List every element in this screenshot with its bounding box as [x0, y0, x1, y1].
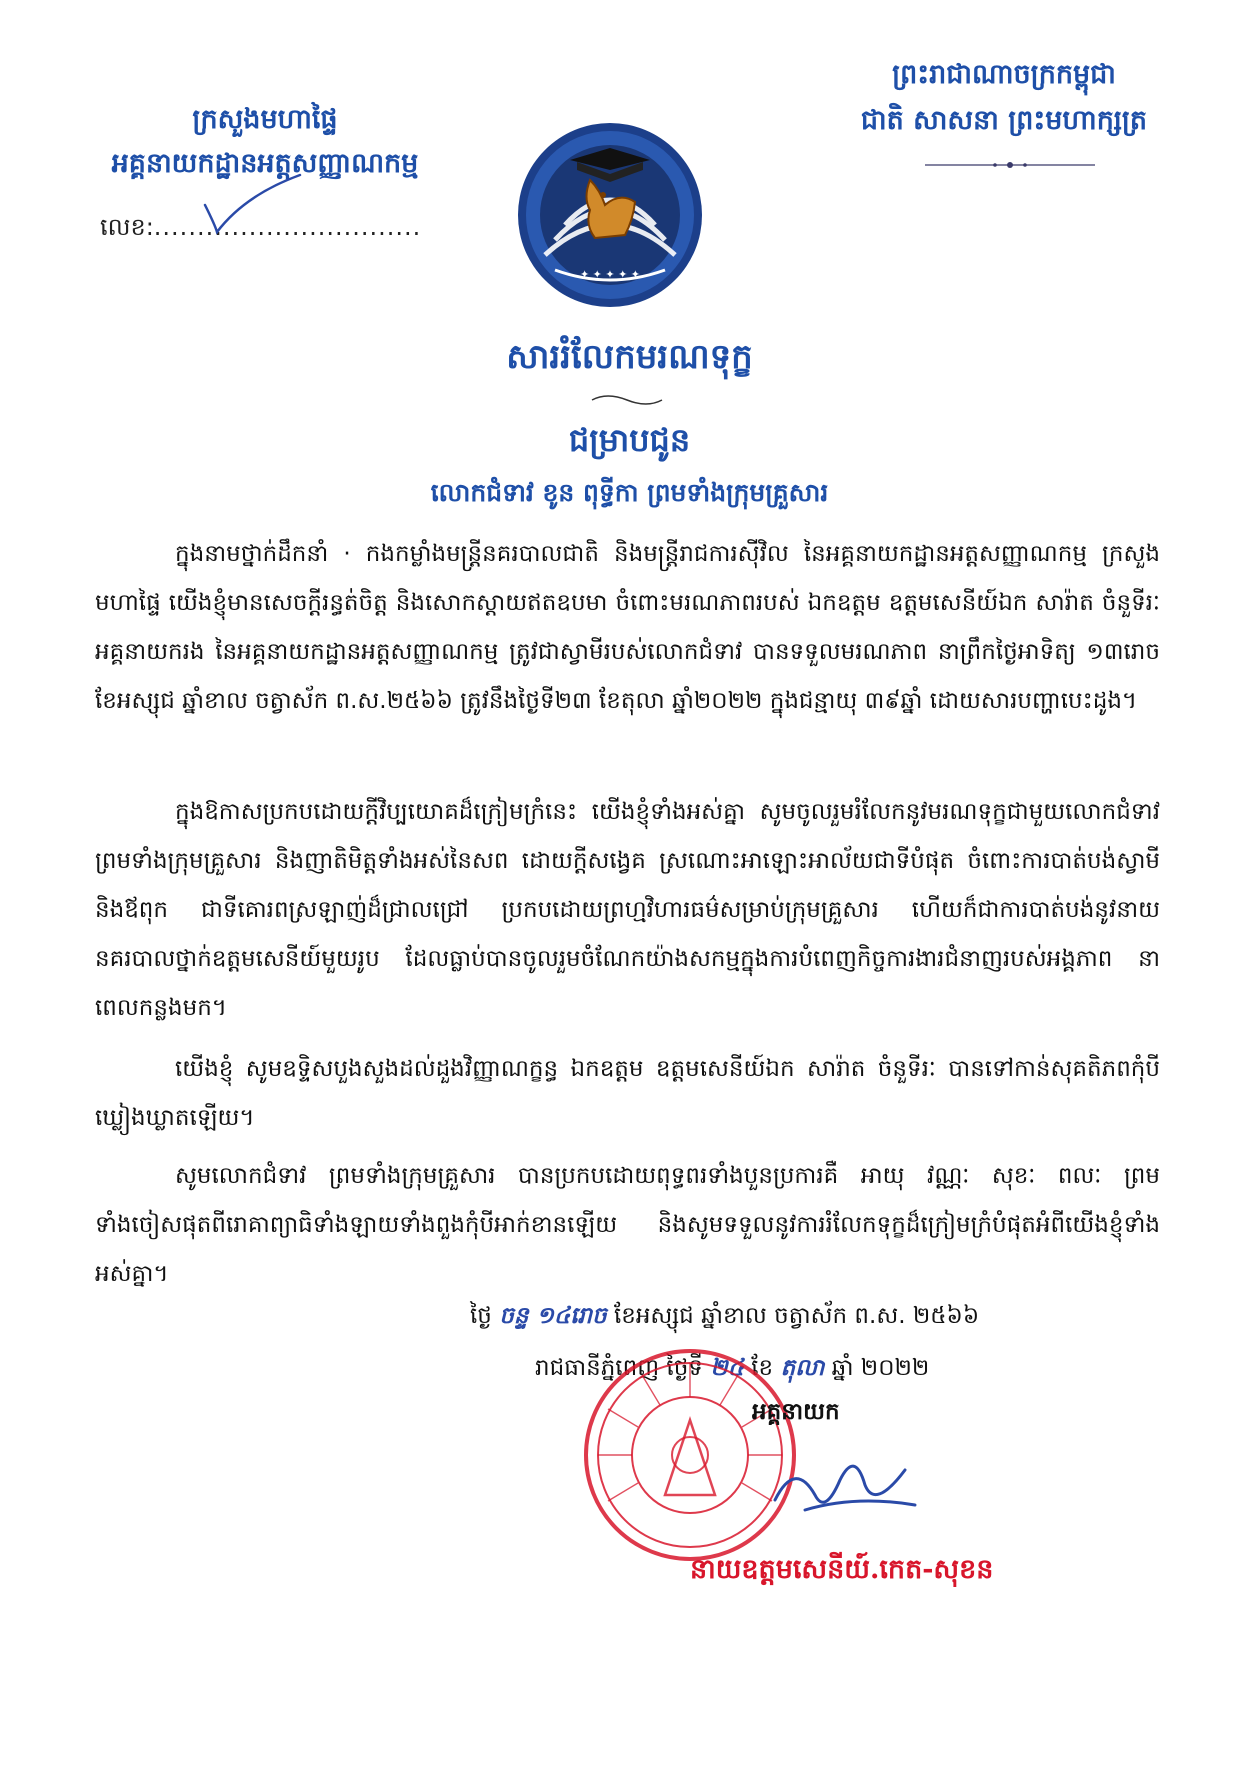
ministry-name: ក្រសួងមហាផ្ទៃ [192, 104, 338, 135]
nation-religion-king-line: ជាតិ សាសនា ព្រះមហាក្សត្រ [860, 105, 1148, 136]
title-ornament-icon [587, 392, 667, 406]
addressee: លោកជំទាវ ខូន ពុទ្ធីកា ព្រមទាំងក្រុមគ្រួសារ [430, 478, 829, 507]
header-ornament-icon [925, 158, 1095, 172]
handwritten-signature-icon [765, 1440, 925, 1530]
salutation: ជម្រាបជូន [568, 421, 691, 459]
handwritten-solar-day: ២៤ [710, 1354, 744, 1381]
police-identification-emblem-icon [515, 120, 705, 310]
handwritten-check-icon [195, 170, 305, 240]
kingdom-header [839, 52, 1169, 144]
paragraph-1: ក្នុងនាមថ្នាក់ដឹកនាំ · កងកម្លាំងមន្ត្រីនគរបាលជាតិ និងមន្ត្រីរាជការស៊ីវិល នៃអគ្គនាយកដ្ឋានអត្តសញ្ញាណកម្ម ក្រសួងមហាផ្ទៃ យើងខ្ញុំមានសេចក្តីរន្ធត់ចិត្ត និងសោកស្តាយឥតឧបមា ចំពោះមរណភាពរបស់ ឯកឧត្តម ឧត្តមសេនីយ៍ឯក សារ៉ាត ចំនួទីរៈ អគ្គនាយករង នៃអគ្គនាយកដ្ឋានអត្តសញ្ញាណកម្ម ត្រូវជាស្វាមីរបស់លោកជំទាវ បានទទួលមរណភាព នាព្រឹកថ្ងៃអាទិត្យ ១៣រោច ខែអស្សុជ ឆ្នាំខាល ចត្វាស័ក ព.ស.២៥៦៦ ត្រូវនឹងថ្ងៃទី២៣ ខែតុលា ឆ្នាំ២០២២ ក្នុងជន្មាយុ ៣៩ឆ្នាំ ដោយសារបញ្ហាបេះដូង។ [95, 541, 1160, 714]
lunar-date: ថ្ងៃ ចន្ទ ១៤រោច ខែអស្សុជ ឆ្នាំខាល ចត្វាស័ក ព.ស. ២៥៦៦ [470, 1302, 980, 1329]
svg-text:✦ ✦ ✦ ✦ ✦: ✦ ✦ ✦ ✦ ✦ [579, 268, 641, 281]
paragraph-3: យើងខ្ញុំ សូមឧទ្ទិសបួងសួងដល់ដួងវិញ្ញាណក្ខន្ធ ឯកឧត្តម ឧត្តមសេនីយ៍ឯក សារ៉ាត ចំនួទីរៈ បានទៅកាន់សុគតិភពកុំបីឃ្លៀងឃ្លាតឡើយ។ [95, 1056, 1160, 1131]
handwritten-lunar-day: ចន្ទ ១៤រោច [499, 1302, 607, 1329]
reference-dots: ............................... [153, 213, 422, 241]
signer-name: នាយឧត្តមសេនីយ៍.កេត-សុខន [690, 1554, 994, 1585]
solar-date: រាជធានីភ្នំពេញ ថ្ងៃទី ២៤ ខែ តុលា ឆ្នាំ ២០២២ [535, 1354, 930, 1381]
reference-label: លេខ: [100, 213, 154, 241]
document-title: សាររំលែកមរណទុក្ខ [506, 337, 753, 377]
handwritten-solar-month: តុលា [780, 1354, 825, 1381]
paragraph-4: សូមលោកជំទាវ ព្រមទាំងក្រុមគ្រួសារ បានប្រកបដោយពុទ្ធពរទាំងបួនប្រការគឺ អាយុ វណ្ណៈ សុខៈ ពលៈ ព្រមទាំងចៀសផុតពីរោគាព្យាធិទាំងឡាយទាំងពួងកុំបីអាក់ខានឡើយ និងសូមទទួលនូវការរំលែកទុក្ខដ៏ក្រៀមក្រំបំផុតអំពីយើងខ្ញុំទាំងអស់គ្នា។ [95, 1163, 1160, 1287]
paragraph-2: ក្នុងឱកាសប្រកបដោយក្តីវិប្បយោគដ៏ក្រៀមក្រំនេះ យើងខ្ញុំទាំងអស់គ្នា សូមចូលរួមរំលែកនូវមរណទុក្ខជាមួយលោកជំទាវ ព្រមទាំងក្រុមគ្រួសារ និងញាតិមិត្តទាំងអស់នៃសព ដោយក្តីសង្វេគ ស្រណោះអាឡោះអាល័យជាទីបំផុត ចំពោះការបាត់បង់ស្វាមី និងឪពុក ជាទីគោរពស្រឡាញ់ដ៏ជ្រាលជ្រៅ ប្រកបដោយព្រហ្មវិហារធម៌សម្រាប់ក្រុមគ្រួសារ ហើយក៏ជាការបាត់បង់នូវនាយនគរបាលថ្នាក់ឧត្តមសេនីយ៍មួយរូប ដែលធ្លាប់បានចូលរួមចំណែកយ៉ាងសកម្មក្នុងការបំពេញកិច្ចការងារជំនាញរបស់អង្គភាព នាពេលកន្លងមក។ [95, 799, 1160, 1021]
department-name: អគ្គនាយកដ្ឋានអត្តសញ្ញាណកម្ម [111, 148, 419, 179]
signer-title: អគ្គនាយក [752, 1399, 840, 1425]
kingdom-line: ព្រះរាជាណាចក្រកម្ពុជា [892, 59, 1116, 90]
